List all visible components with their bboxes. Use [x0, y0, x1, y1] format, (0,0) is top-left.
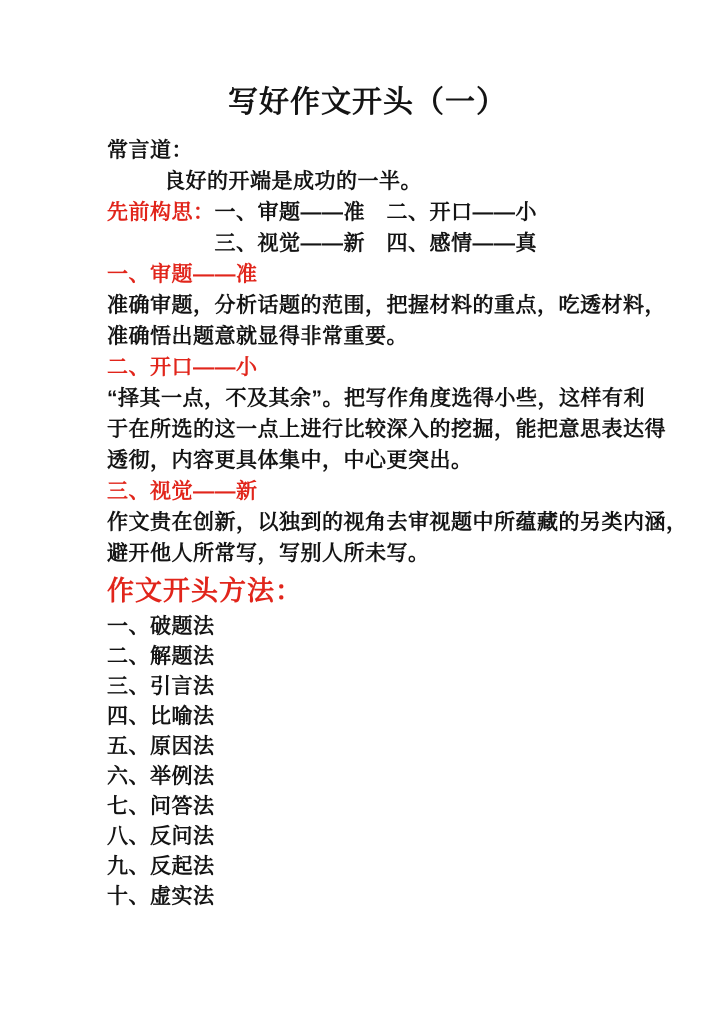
section-1-line-2: 准确悟出题意就显得非常重要。 [107, 325, 408, 348]
plan-line-1: 一、审题——准 二、开口——小 [214, 201, 537, 224]
section-2-line-3: 透彻，内容更具体集中，中心更突出。 [107, 449, 473, 472]
section-3-line-2: 避开他人所常写，写别人所未写。 [107, 542, 430, 565]
section-heading-1: 一、审题——准 [107, 263, 258, 286]
lead-line: 常言道： [107, 139, 193, 162]
methods-heading: 作文开头方法： [107, 576, 303, 606]
plan-lines [215, 197, 538, 259]
methods-list [107, 612, 628, 912]
method-item-2: 二、解题法 [107, 645, 215, 668]
method-item-4: 四、比喻法 [107, 705, 215, 728]
section-3-line-1: 作文贵在创新，以独到的视角去审视题中所蕴藏的另类内涵， [107, 511, 688, 534]
section-1-line-1: 准确审题，分析话题的范围，把握材料的重点，吃透材料， [107, 294, 666, 317]
page-title: 写好作文开头（一） [228, 86, 507, 119]
section-2-line-1: “择其一点，不及其余”。把写作角度选得小些，这样有利 [107, 387, 645, 410]
method-item-9: 九、反起法 [107, 855, 215, 878]
section-heading-2: 二、开口——小 [107, 356, 258, 379]
plan-label: 先前构思： [107, 201, 215, 224]
method-item-10: 十、虚实法 [107, 885, 215, 908]
section-heading-3: 三、视觉——新 [107, 480, 258, 503]
method-item-1: 一、破题法 [107, 615, 215, 638]
method-item-7: 七、问答法 [107, 795, 215, 818]
method-item-8: 八、反问法 [107, 825, 215, 848]
method-item-6: 六、举例法 [107, 765, 215, 788]
plan-line-2: 三、视觉——新 四、感情——真 [214, 232, 537, 255]
method-item-5: 五、原因法 [107, 735, 215, 758]
plan-block [107, 197, 628, 259]
quote-line: 良好的开端是成功的一半。 [164, 170, 422, 193]
section-2-line-2: 于在所选的这一点上进行比较深入的挖掘，能把意思表达得 [107, 418, 666, 441]
method-item-3: 三、引言法 [107, 675, 215, 698]
